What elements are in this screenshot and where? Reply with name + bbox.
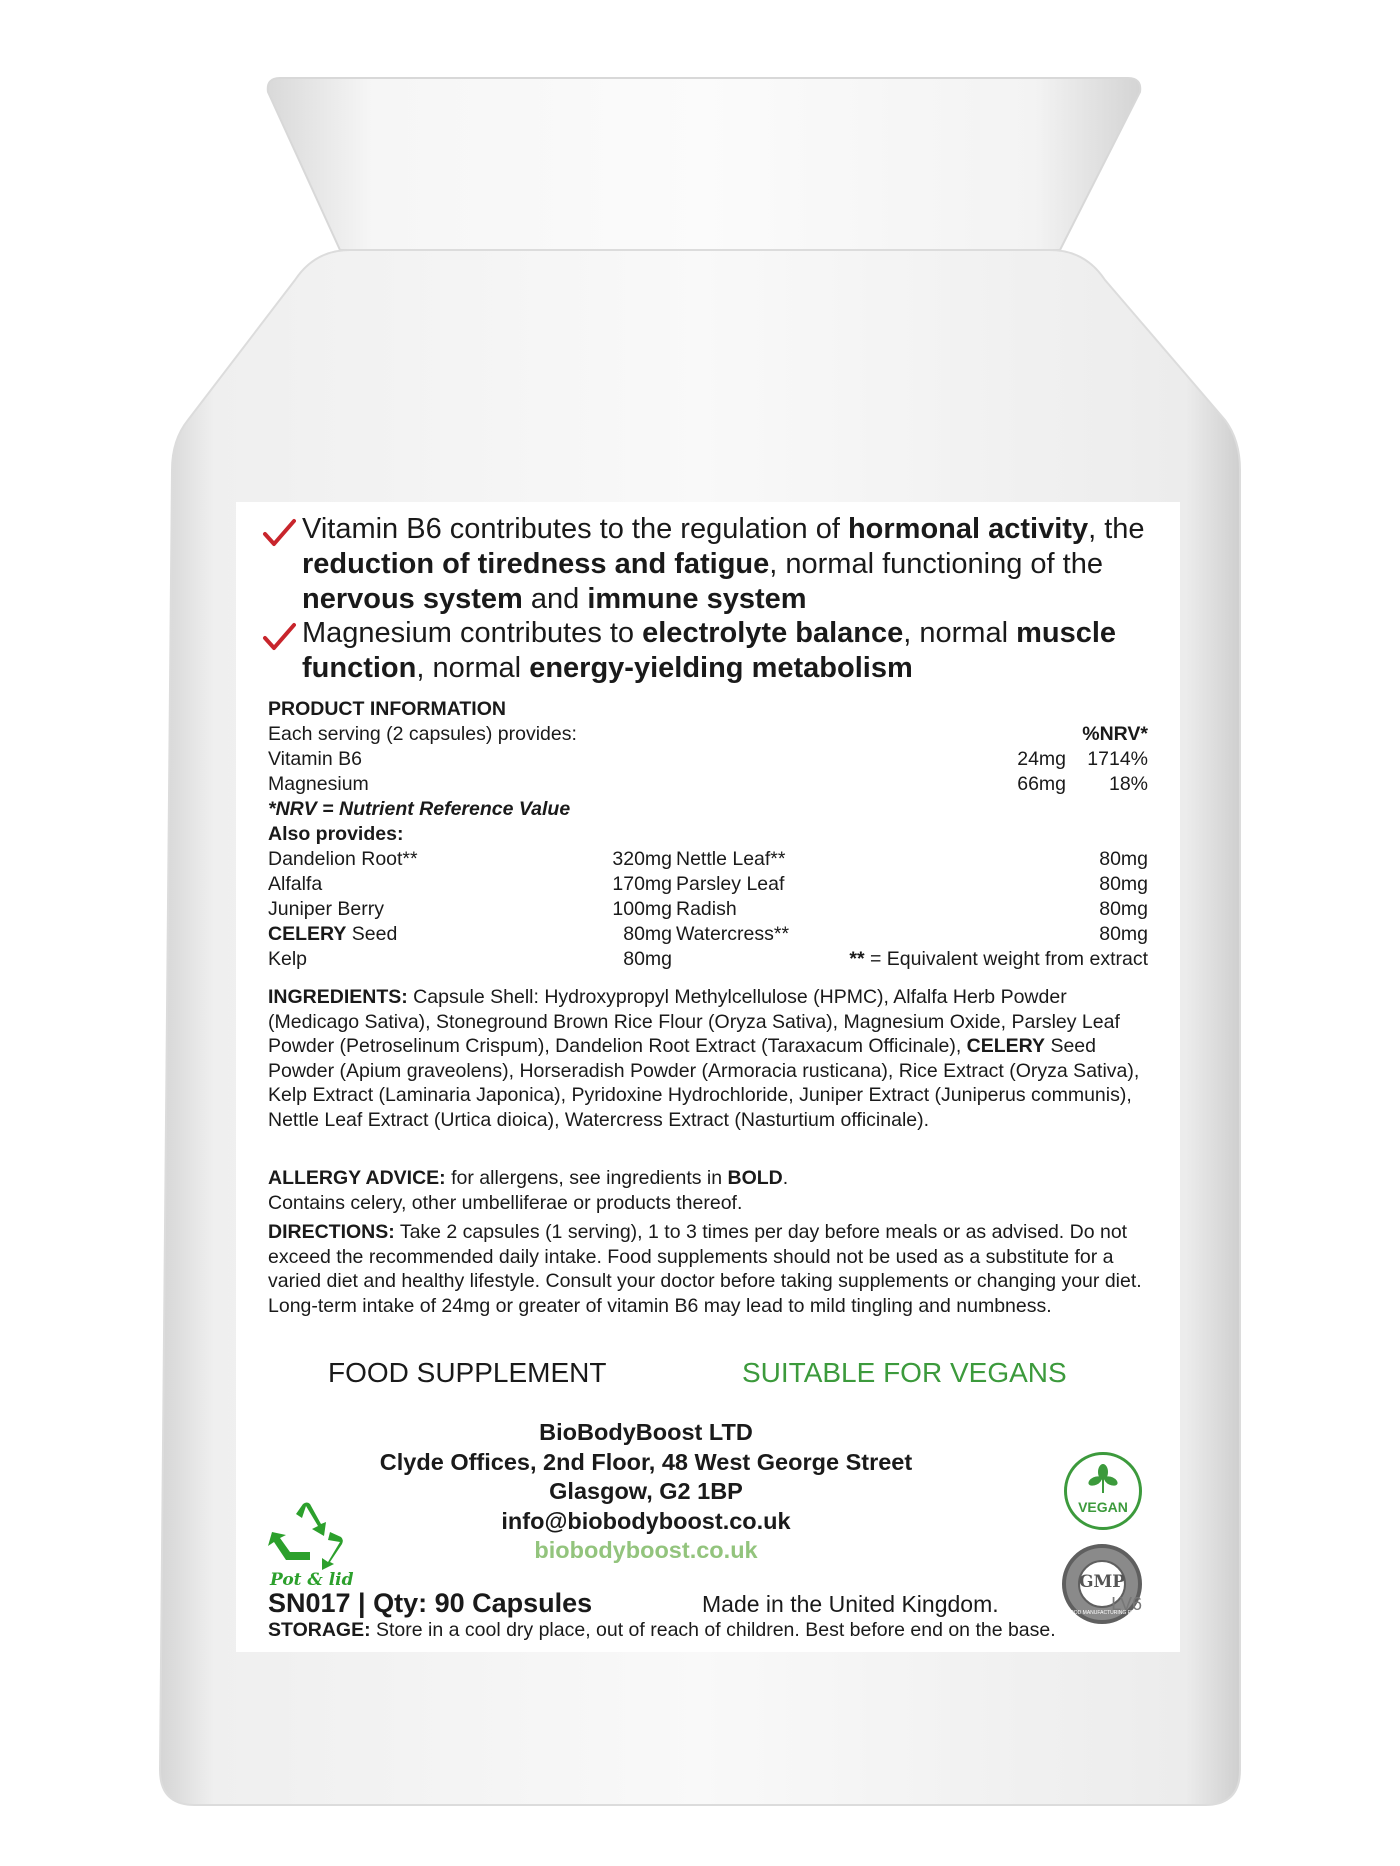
nutrient-name: Vitamin B6	[268, 748, 362, 770]
checkmark-icon	[262, 518, 296, 548]
allergen-bold: CELERY	[966, 1035, 1046, 1058]
claim-text: , the	[1088, 513, 1145, 545]
storage-label: STORAGE:	[268, 1619, 371, 1641]
allergy-line2: Contains celery, other umbelliferae or products thereof.	[268, 1191, 743, 1214]
company-email: info@biobodyboost.co.uk	[501, 1507, 791, 1534]
claim-bold: immune system	[587, 583, 807, 615]
herb-amount: 80mg	[623, 948, 672, 970]
extract-note-stars: **	[849, 948, 865, 970]
claim-bold: hormonal activity	[847, 513, 1089, 545]
nutrient-nrv: 1714%	[1087, 748, 1148, 770]
herb-amount: 80mg	[623, 923, 672, 945]
vegan-badge-text: VEGAN	[1078, 1499, 1128, 1515]
claim-bold: energy-yielding metabolism	[529, 652, 913, 684]
storage-text: Store in a cool dry place, out of reach of children. Best before end on the base.	[370, 1619, 1056, 1641]
herb-name: Dandelion Root**	[268, 848, 418, 870]
ingredients-block	[268, 985, 1148, 1133]
address-line-2: Glasgow, G2 1BP	[549, 1478, 743, 1504]
herb-name: Juniper Berry	[268, 898, 384, 920]
ingredients-text: Capsule Shell: Hydroxypropyl Methylcellulose (HPMC), Alfalfa Herb Powder (Medicago Sativa), Stoneground Brown Rice Flour (Oryza Sativa), Magnesium Oxide, Parsley Leaf Powder (Petroselinum Crispum), Dandelion Root Extract (Taraxacum Officinale),	[268, 986, 1120, 1058]
herb-name: Kelp	[268, 948, 308, 970]
directions-text: Take 2 capsules (1 serving), 1 to 3 times per day before meals or as advised. Do not exceed the recommended daily intake. Food supplements should not be used as a substitute for a varied diet and healthy lifestyle. Consult your doctor before taking supplements or changing your diet.	[268, 1221, 1142, 1293]
label-version: LV6	[1111, 1594, 1142, 1614]
herb-name: Watercress**	[676, 923, 790, 945]
ingredients-text: Seed Powder (Apium graveolens), Horseradish Powder (Armoracia rusticana), Rice Extract (Oryza Sativa), Kelp Extract (Laminaria Japonica), Pyridoxine Hydrochloride, Juniper Extract (Juniperus communis), Nettle Leaf Extract (Urtica dioica), Watercress Extract (Nasturtium officinale).	[268, 1035, 1140, 1131]
serving-text: Each serving (2 capsules) provides:	[268, 723, 577, 745]
nutrient-nrv: 18%	[1108, 773, 1148, 795]
nutrient-name: Magnesium	[268, 773, 369, 795]
ingredients-label: INGREDIENTS:	[268, 986, 408, 1008]
gmp-ring-text: GOOD MANUFACTURING PRACTICE	[1066, 1610, 1153, 1616]
herb-name: Nettle Leaf**	[676, 848, 786, 870]
nutrient-amount: 66mg	[1017, 773, 1066, 795]
claim-text: , normal	[416, 652, 530, 684]
claim-bold: muscle function	[302, 617, 1117, 684]
herb-name-rest: Seed	[346, 923, 398, 945]
herb-amount: 80mg	[1099, 898, 1148, 920]
herb-name	[268, 922, 397, 946]
nrv-header: %NRV*	[1082, 723, 1148, 745]
claim-vitamin-b6	[266, 512, 1146, 617]
suitable-for-vegans-text: SUITABLE FOR VEGANS	[742, 1357, 1067, 1388]
allergen-bold: CELERY	[268, 923, 347, 945]
extract-note	[849, 947, 1148, 971]
claim-text: , normal functioning of the	[769, 548, 1103, 580]
bottle-lid	[268, 78, 1141, 250]
claim-magnesium	[266, 616, 1146, 686]
herb-amount: 80mg	[1099, 848, 1148, 870]
product-label	[236, 502, 1180, 1652]
claim-text: Vitamin B6 contributes to the regulation of	[302, 513, 848, 545]
allergy-bold: BOLD	[727, 1167, 783, 1189]
claim-text: , normal	[903, 617, 1017, 649]
herb-name: Radish	[676, 898, 737, 920]
storage-line	[268, 1618, 1056, 1642]
company-name: BioBodyBoost LTD	[539, 1419, 753, 1445]
food-supplement-text: FOOD SUPPLEMENT	[328, 1357, 607, 1388]
herb-name: Parsley Leaf	[676, 873, 785, 895]
claim-text: and	[522, 583, 588, 615]
recycle-icon	[266, 1502, 346, 1572]
herb-amount: 80mg	[1099, 923, 1148, 945]
gmp-badge-text: GMP	[1078, 1572, 1126, 1592]
b6-warning: Long-term intake of 24mg or greater of vitamin B6 may lead to mild tingling and numbness.	[268, 1294, 1052, 1317]
directions-block	[268, 1220, 1148, 1318]
claim-bold: electrolyte balance	[642, 617, 904, 649]
allergy-text: for allergens, see ingredients in	[445, 1167, 728, 1189]
recycle-text: Pot & lid	[270, 1570, 354, 1590]
allergy-label: ALLERGY ADVICE:	[268, 1167, 446, 1189]
address-line-1: Clyde Offices, 2nd Floor, 48 West George Street	[379, 1448, 913, 1475]
claim-bold: reduction of tiredness and fatigue	[302, 548, 770, 580]
directions-label: DIRECTIONS:	[268, 1221, 395, 1243]
herb-amount: 170mg	[612, 873, 672, 895]
herb-name: Alfalfa	[268, 873, 323, 895]
sku-quantity: SN017 | Qty: 90 Capsules	[268, 1588, 593, 1618]
claim-text: Magnesium contributes to	[302, 617, 643, 649]
leaf-icon	[1088, 1463, 1118, 1495]
checkmark-icon	[262, 622, 296, 652]
nrv-note: *NRV = Nutrient Reference Value	[268, 798, 571, 820]
allergy-block	[268, 1166, 1148, 1215]
herb-amount: 100mg	[612, 898, 672, 920]
herb-amount: 80mg	[1099, 873, 1148, 895]
allergy-end: .	[782, 1167, 789, 1189]
herb-amount: 320mg	[612, 848, 672, 870]
extract-note-text: = Equivalent weight from extract	[864, 948, 1148, 970]
also-provides-heading: Also provides:	[268, 823, 404, 845]
company-website: biobodyboost.co.uk	[534, 1537, 758, 1563]
nutrient-amount: 24mg	[1017, 748, 1066, 770]
claim-bold: nervous system	[302, 583, 523, 615]
made-in: Made in the United Kingdom.	[702, 1591, 999, 1617]
vegan-badge	[1064, 1452, 1142, 1530]
product-info-heading: PRODUCT INFORMATION	[268, 698, 506, 720]
company-address	[356, 1418, 936, 1566]
